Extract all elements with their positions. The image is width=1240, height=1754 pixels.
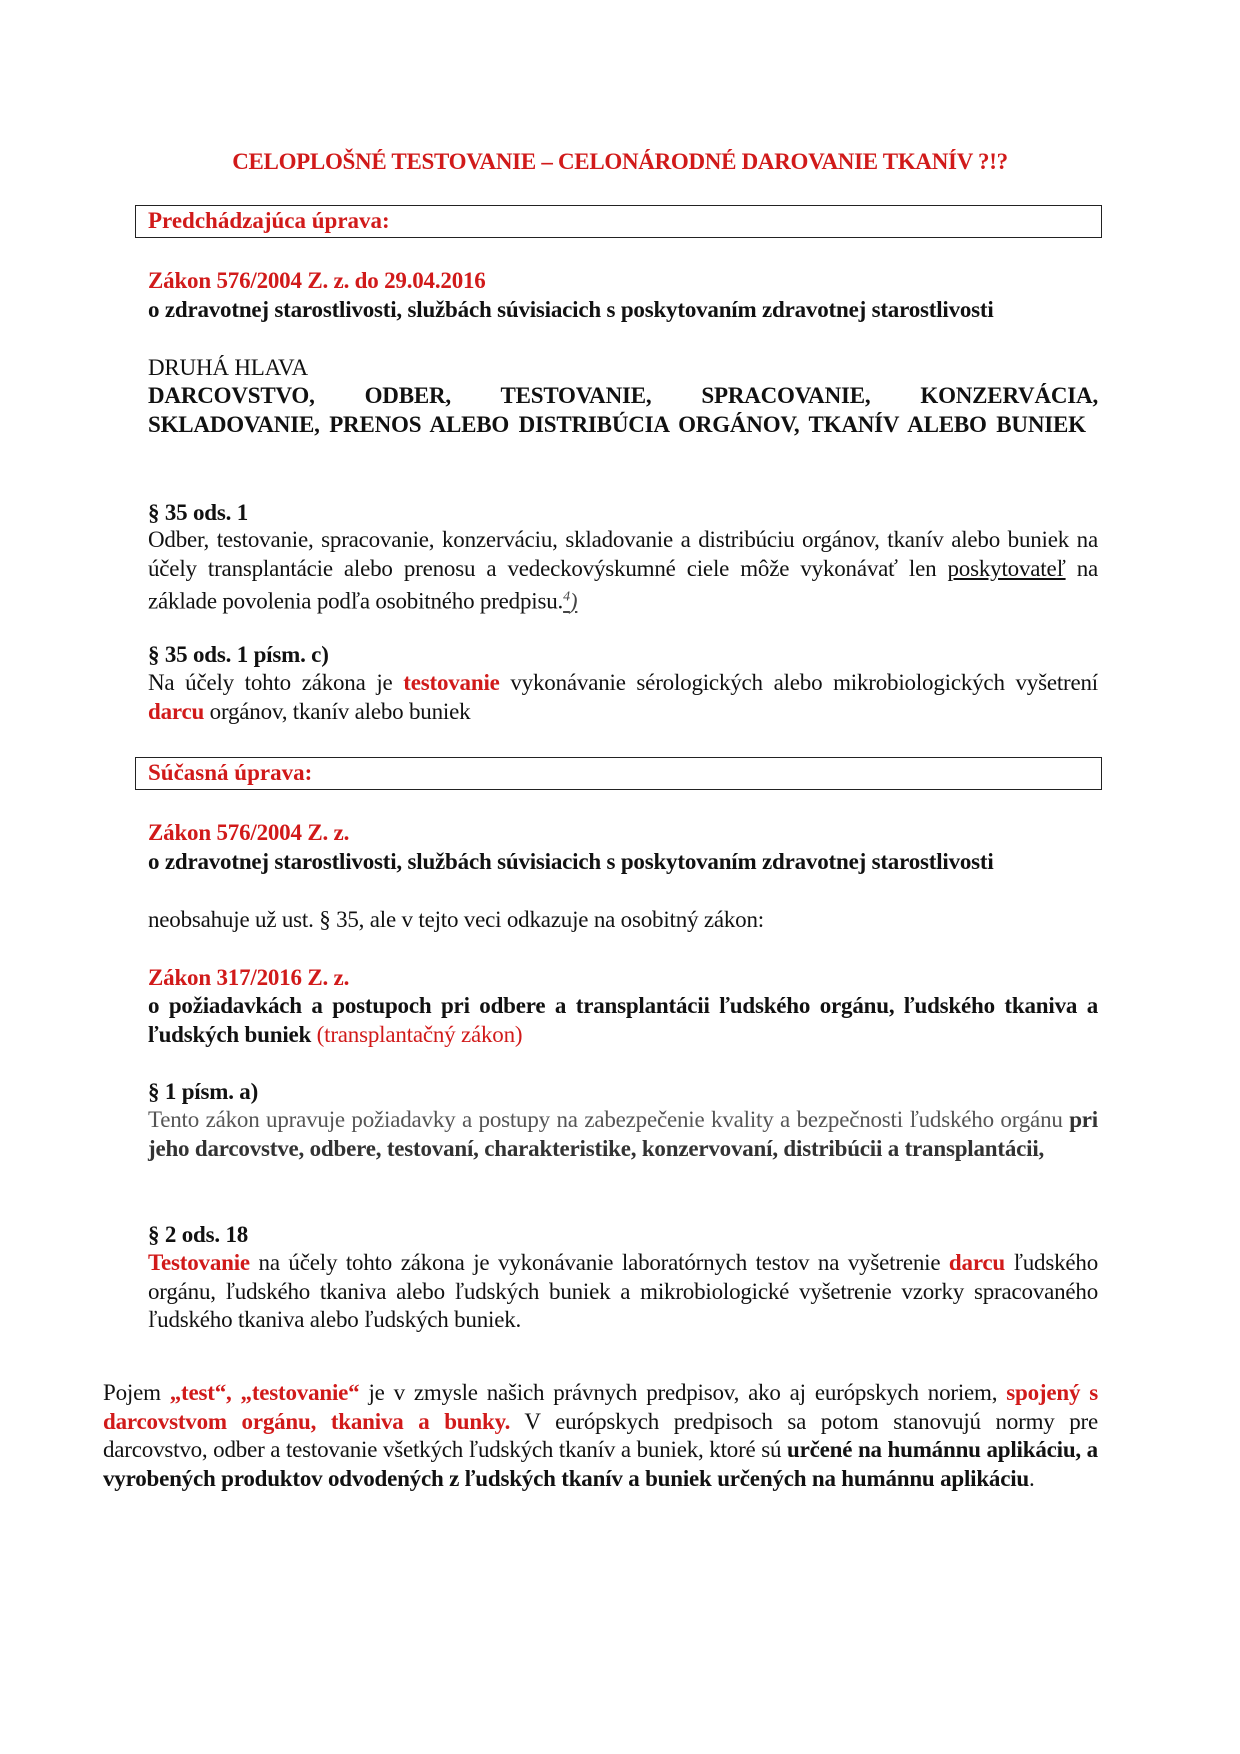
- highlight-darcu: darcu: [948, 1250, 1006, 1275]
- part-title: DARCOVSTVO, ODBER, TESTOVANIE, SPRACOVANIE, KONZERVÁCIA, SKLADOVANIE, PRENOS ALEBO DISTRIBÚCIA ORGÁNOV, TKANÍV ALEBO BUNIEK: [148, 383, 1098, 437]
- highlight-testovanie: Testovanie: [148, 1250, 250, 1275]
- law-title-current: Zákon 576/2004 Z. z.: [148, 820, 350, 845]
- reference-note: neobsahuje už ust. § 35, ale v tejto veci odkazuje na osobitný zákon:: [148, 907, 764, 932]
- section-box-previous: [135, 205, 1102, 238]
- text: Tento zákon upravuje požiadavky a postupy na zabezpečenie kvality a bezpečnosti ľudského orgánu: [148, 1107, 1070, 1132]
- text: .: [1029, 1465, 1035, 1491]
- text: na účely tohto zákona je vykonávanie laboratórnych testov na vyšetrenie: [249, 1250, 949, 1275]
- law2-title: Zákon 317/2016 Z. z.: [148, 965, 350, 990]
- section-heading-35-1: § 35 ods. 1: [148, 500, 249, 525]
- section-text-1a: [148, 1106, 1098, 1163]
- text: orgánov, tkanív alebo buniek: [204, 698, 471, 724]
- highlight-testovanie: testovanie: [403, 670, 500, 695]
- text: Odber, testovanie, spracovanie, konzerváciu, skladovanie a distribúciu orgánov, tkanív alebo buniek na účely transplantácie alebo prenosu a vedeckovýskumné ciele môže vykonávať len: [148, 527, 1098, 581]
- section-text-35-1: [148, 526, 1098, 616]
- conclusion-paragraph: [103, 1379, 1098, 1493]
- law2-subtitle: [148, 992, 1098, 1049]
- law-subtitle-current: o zdravotnej starostlivosti, službách súvisiacich s poskytovaním zdravotnej starostlivosti: [148, 849, 994, 874]
- highlight-darcu: darcu: [148, 698, 205, 724]
- part-label: DRUHÁ HLAVA: [148, 355, 308, 380]
- law-title-previous: Zákon 576/2004 Z. z. do 29.04.2016: [148, 268, 486, 293]
- section-heading-1a: § 1 písm. a): [148, 1079, 259, 1104]
- highlight-terms: „test“, „testovanie“: [169, 1380, 360, 1405]
- text: Na účely tohto zákona je: [148, 670, 404, 695]
- document-title: CELOPLOŠNÉ TESTOVANIE – CELONÁRODNÉ DAROVANIE TKANÍV ?!?: [232, 149, 1008, 174]
- text: V európskych predpisoch sa potom stanovujú normy pre darcovstvo, odber a testovanie všetkých ľudských tkanív a buniek, ktoré sú: [103, 1408, 1099, 1463]
- law-subtitle-previous: o zdravotnej starostlivosti, službách súvisiacich s poskytovaním zdravotnej starostlivosti: [148, 297, 994, 322]
- underlined-term: poskytovateľ: [947, 555, 1066, 581]
- highlight-donation: spojený s darcovstvom orgánu, tkaniva a bunky.: [103, 1380, 1098, 1434]
- footnote-link[interactable]: $^4$): [563, 588, 578, 614]
- text: Pojem: [103, 1380, 170, 1405]
- bold-text: pri jeho darcovstve, odbere, testovaní, charakteristike, konzervovaní, distribúcii a transplantácii,: [148, 1107, 1098, 1161]
- section-text-2-18: [148, 1249, 1098, 1335]
- section-heading-2-18: § 2 ods. 18: [148, 1222, 249, 1247]
- section-label-previous: Predchádzajúca úprava:: [148, 208, 390, 233]
- text: ľudského orgánu, ľudského tkaniva alebo ľudských buniek a mikrobiologické vyšetrenie vzorky spracovaného ľudského tkaniva alebo ľudských buniek.: [148, 1250, 1099, 1333]
- section-heading-35-1c: § 35 ods. 1 písm. c): [148, 642, 329, 667]
- law2-alias: (transplantačný zákon): [316, 1021, 523, 1047]
- text: o požiadavkách a postupoch pri odbere a transplantácii ľudského orgánu, ľudského tkaniva a ľudských buniek: [148, 993, 1098, 1047]
- text: vykonávanie sérologických alebo mikrobiologických vyšetrení: [499, 670, 1098, 695]
- section-text-35-1c: [148, 669, 1098, 726]
- text: na základe povolenia podľa osobitného predpisu.: [148, 555, 1099, 614]
- bold-human-application: určené na humánnu aplikáciu, a vyrobených produktov odvodených z ľudských tkanív a buniek určených na humánnu aplikáciu: [103, 1437, 1098, 1491]
- section-label-current: Súčasná úprava:: [148, 760, 313, 785]
- section-box-current: [135, 757, 1102, 790]
- text: je v zmysle našich právnych predpisov, ako aj európskych noriem,: [359, 1380, 1007, 1405]
